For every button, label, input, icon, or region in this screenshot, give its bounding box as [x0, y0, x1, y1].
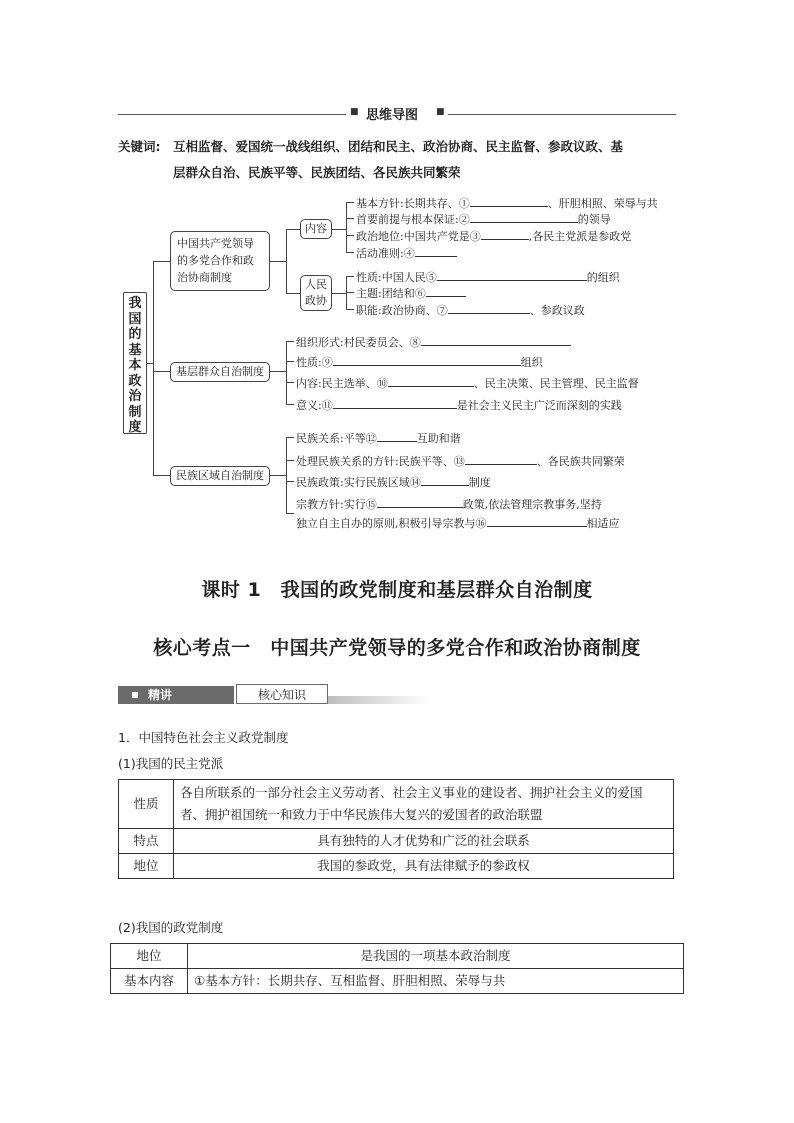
core-title: 核心考点一 中国共产党领导的多党合作和政治协商制度 — [153, 637, 641, 659]
row-content: 我国的参政党，具有法律赋予的参政权 — [174, 854, 674, 879]
root-char: 本 — [128, 358, 142, 373]
connector — [270, 475, 286, 476]
branch2-item: 意义:⑪ 是社会主义民主广泛而深刻的实践 — [296, 399, 622, 412]
branch-grassroots-autonomy: 基层群众自治制度 — [170, 362, 270, 382]
branch2-item: 性质:⑨ 组织 — [296, 356, 543, 369]
section-heading: 1．中国特色社会主义政党制度 — [118, 730, 289, 745]
node-neirong: 内容 — [300, 219, 332, 239]
answer-blank[interactable] — [470, 211, 578, 223]
answer-blank[interactable] — [333, 397, 457, 409]
answer-blank[interactable] — [437, 269, 587, 281]
band-jingjiang: 精讲 — [118, 686, 234, 704]
band-tab-core-knowledge: 核心知识 — [236, 684, 328, 704]
table-row — [119, 780, 674, 829]
connector — [286, 229, 300, 230]
branch-multiparty-cooperation — [170, 231, 270, 291]
band-gradient — [328, 696, 430, 704]
branch2-item: 组织形式:村民委员会、⑧ — [296, 334, 571, 350]
connector — [286, 460, 294, 461]
renmin-item: 职能:政治协商、⑦ 、参政议政 — [356, 304, 585, 317]
connector — [346, 202, 347, 252]
answer-blank[interactable] — [377, 496, 463, 508]
connector — [346, 218, 354, 219]
row-content: 是我国的一项基本政治制度 — [188, 944, 684, 969]
connector — [153, 261, 154, 475]
connector — [346, 252, 354, 253]
connector — [346, 309, 354, 310]
connector — [286, 229, 287, 293]
connector — [286, 437, 287, 513]
table-row — [119, 854, 674, 879]
branch3-item: 宗教方针:实行⑮ 政策,依法管理宗教事务,坚持 — [296, 498, 602, 511]
row-content: ①基本方针：长期共存、互相监督、肝胆相照、荣辱与共 — [188, 969, 684, 994]
branch1-label: 中国共产党领导的多党合作和政治协商制度 — [177, 237, 254, 284]
answer-blank[interactable] — [388, 375, 474, 387]
connector — [270, 371, 286, 372]
keywords-prefix: 关键词: — [118, 139, 161, 154]
connector — [270, 261, 286, 262]
connector — [153, 261, 170, 262]
answer-blank[interactable] — [333, 354, 521, 366]
root-char: 基 — [128, 342, 142, 358]
connector — [346, 235, 354, 236]
neirong-item: 基本方针:长期共存、① 、肝胆相照、荣辱与共 — [356, 197, 658, 210]
connector — [286, 481, 294, 482]
neirong-item: 活动准则:④ — [356, 245, 457, 261]
root-char: 国 — [128, 311, 142, 327]
node-renmin-zhengxie: 人民政协 — [300, 275, 332, 311]
answer-blank[interactable] — [421, 334, 571, 346]
root-char: 的 — [128, 327, 142, 342]
connector — [346, 276, 354, 277]
header-rule-right — [448, 114, 676, 115]
answer-blank[interactable] — [426, 285, 466, 297]
answer-blank[interactable] — [448, 302, 530, 314]
root-char: 制 — [128, 404, 142, 420]
connector — [153, 371, 170, 372]
answer-blank[interactable] — [465, 453, 537, 465]
row-label: 特点 — [119, 829, 174, 854]
table-party-system — [110, 943, 684, 994]
table-row — [111, 944, 684, 969]
answer-blank[interactable] — [470, 195, 548, 207]
root-char: 政 — [128, 373, 142, 389]
answer-blank[interactable] — [487, 515, 587, 527]
connector — [332, 293, 346, 294]
answer-blank[interactable] — [415, 245, 457, 257]
branch3-item: 民族关系:平等⑫ 互助和谐 — [296, 432, 461, 445]
branch-ethnic-regional-autonomy: 民族区域自治制度 — [170, 466, 270, 486]
answer-blank[interactable] — [481, 228, 529, 240]
row-content: 各自所联系的一部分社会主义劳动者、社会主义事业的建设者、拥护社会主义的爱国者、拥护祖国统一和致力于中华民族伟大复兴的爱国者的政治联盟 — [174, 780, 674, 829]
connector — [153, 475, 170, 476]
root-char: 治 — [128, 389, 142, 404]
table-democratic-parties — [118, 779, 674, 879]
subsection-heading: (2)我国的政党制度 — [118, 920, 224, 935]
root-char: 我 — [128, 296, 142, 311]
mindmap-root — [123, 292, 147, 434]
table-row — [119, 829, 674, 854]
branch3-item: 处理民族关系的方针:民族平等、⑬ 、各民族共同繁荣 — [296, 455, 625, 468]
branch2-item: 内容:民主选举、⑩ 、民主决策、民主管理、民主监督 — [296, 377, 639, 390]
connector — [286, 437, 294, 438]
keywords-line2: 层群众自治、民族平等、民族团结、各民族共同繁荣 — [173, 165, 461, 180]
header-dot-right: ■ — [436, 107, 445, 117]
connector — [286, 341, 294, 342]
answer-blank[interactable] — [377, 430, 417, 442]
connector — [346, 202, 354, 203]
section-band — [118, 684, 430, 706]
branch3-item: 民族政策:实行民族区域⑭ 制度 — [296, 476, 491, 489]
connector — [286, 361, 294, 362]
keywords-line1: 互相监督、爱国统一战线组织、团结和民主、政治协商、民主监督、参政议政、基 — [173, 139, 624, 154]
connector — [286, 382, 294, 383]
table-row — [111, 969, 684, 994]
connector — [286, 293, 300, 294]
row-label: 性质 — [119, 780, 174, 829]
header-rule-left — [118, 114, 346, 115]
connector — [286, 341, 287, 404]
connector — [332, 229, 346, 230]
branch3-item: 独立自主自办的原则,积极引导宗教与⑯ 相适应 — [296, 517, 620, 530]
neirong-item: 首要前提与根本保证:② 的领导 — [356, 213, 611, 226]
row-label: 基本内容 — [111, 969, 188, 994]
answer-blank[interactable] — [421, 474, 469, 486]
root-char: 度 — [128, 420, 142, 435]
square-icon — [132, 692, 138, 698]
renmin-item: 性质:中国人民⑤ 的组织 — [356, 271, 620, 284]
connector — [286, 404, 294, 405]
renmin-item: 主题:团结和⑥ — [356, 285, 466, 301]
row-content: 具有独特的人才优势和广泛的社会联系 — [174, 829, 674, 854]
lesson-title: 课时 1 我国的政党制度和基层群众自治制度 — [201, 579, 593, 601]
connector — [346, 292, 354, 293]
header-title: 思维导图 — [366, 108, 419, 123]
neirong-item: 政治地位:中国共产党是③ ,各民主党派是参政党 — [356, 230, 632, 243]
row-label: 地位 — [119, 854, 174, 879]
row-label: 地位 — [111, 944, 188, 969]
connector — [286, 513, 294, 514]
header-dot-left: ■ — [350, 107, 359, 117]
subsection-heading: (1)我国的民主党派 — [118, 756, 224, 771]
